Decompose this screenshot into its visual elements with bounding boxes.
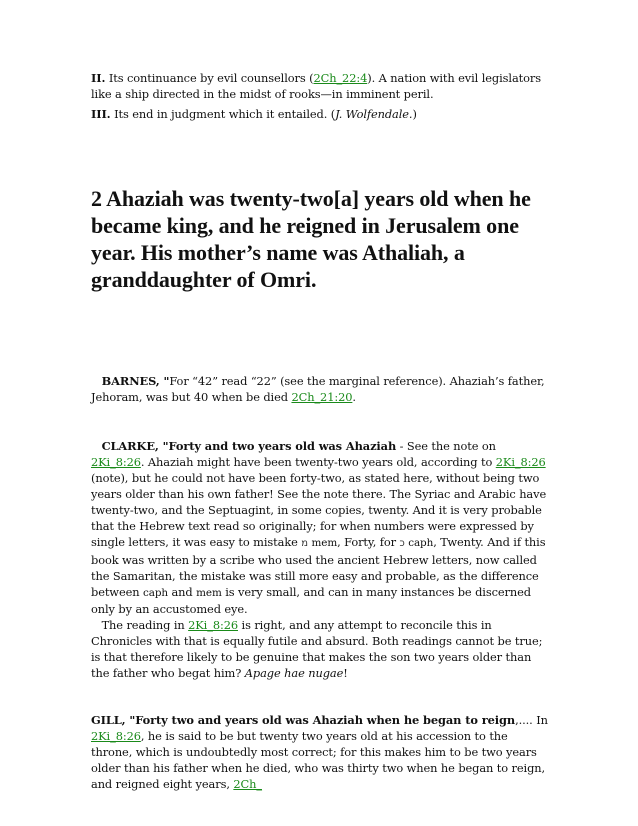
verse-heading: 2 Ahaziah was twenty-two[a] years old when he became king, and he reigned in Jerusalem one year. His mother’s name was Athaliah, a granddaughter of Omri. xyxy=(91,186,531,292)
paragraph-point-two xyxy=(91,70,549,102)
commentary-text: , Twenty. And if this book was written by a scribe who used the ancient Hebrew letters, now called the Samaritan, the mistake was still more easy and probable, as the difference between xyxy=(91,535,546,599)
paragraph-text: Its end in judgment which it entailed. ( xyxy=(110,107,336,121)
commentary-text: , Forty, for xyxy=(337,535,400,549)
paragraph-text: Its continuance by evil counsellors ( xyxy=(105,71,314,85)
commentary-text: and xyxy=(167,585,197,599)
scripture-link[interactable]: 2Ch_ xyxy=(233,777,262,791)
paragraph-text: ) xyxy=(412,107,417,121)
gill-commentary xyxy=(91,712,549,792)
hebrew-letter-name: mem xyxy=(311,537,338,549)
document-page xyxy=(91,70,549,792)
point-number: II. xyxy=(91,71,106,85)
paragraph-point-three xyxy=(91,106,549,122)
hebrew-letter-name: mem xyxy=(196,587,222,599)
commentator-label: CLARKE, "Forty and two years old was Ahaziah xyxy=(101,439,397,453)
paragraph-text: ). A nation with evil legislators like a ship directed in the midst of rooks—in imminent peril. xyxy=(91,71,541,101)
hebrew-letter-name: caph xyxy=(143,587,168,599)
scripture-link[interactable]: 2Ki_8:26 xyxy=(188,618,238,632)
commentary-text: For “42” read “22” (see the marginal reference). Ahaziah’s father, Jehoram, was but 40 when be died xyxy=(91,374,545,404)
scripture-link[interactable]: 2Ki_8:26 xyxy=(91,455,141,469)
scripture-link[interactable]: 2Ch_22:4 xyxy=(313,71,368,85)
commentary-text: is right, and any attempt to reconcile this in Chronicles with that is equally futile and absurd. Both readings cannot be true; is that therefore likely to be genuine that makes the son two years older than the father who begat him? xyxy=(91,618,543,680)
barnes-commentary xyxy=(91,373,549,405)
hebrew-letter: מ xyxy=(301,538,308,549)
commentary-text: The reading in xyxy=(101,618,189,632)
scripture-link[interactable]: 2Ki_8:26 xyxy=(91,729,141,743)
commentary-text: . Ahaziah might have been twenty-two years old, according to xyxy=(140,455,496,469)
scripture-link[interactable]: 2Ch_21:20 xyxy=(291,390,353,404)
commentator-label: BARNES, " xyxy=(101,374,170,388)
commentary-text: (note), but he could not have been forty-two, as stated here, without being two years older than his own father! See the note there. The Syriac and Arabic have twenty-two, and the Septuagint, in some copies, twenty. And it is very probable that the Hebrew text read so originally; for when numbers were expressed by single letters, it was easy to mistake xyxy=(91,471,547,549)
commentary-text: is very small, and can in many instances be discerned only by an accustomed eye. xyxy=(91,585,531,616)
commentary-text: , he is said to be but twenty two years old at his accession to the throne, which is undoubtedly most correct; for this makes him to be two years older than his father when he died, who was thirty two when he began to reign, and reigned eight years, xyxy=(91,729,546,791)
commentary-text: . xyxy=(352,390,356,404)
author-name: J. Wolfendale. xyxy=(335,107,413,121)
clarke-commentary xyxy=(91,438,549,681)
scripture-link[interactable]: 2Ki_8:26 xyxy=(495,455,546,469)
commentary-text: ,.... In xyxy=(515,713,548,727)
commentator-label: GILL, "Forty two and years old was Ahaziah when he began to reign xyxy=(91,713,516,727)
hebrew-letter-name: caph xyxy=(408,537,434,549)
commentary-text: ! xyxy=(343,666,348,680)
commentary-text: - See the note on xyxy=(396,439,496,453)
latin-phrase: Apage hae nugae xyxy=(244,666,344,680)
hebrew-letter: כ xyxy=(399,538,405,549)
point-number: III. xyxy=(91,107,111,121)
